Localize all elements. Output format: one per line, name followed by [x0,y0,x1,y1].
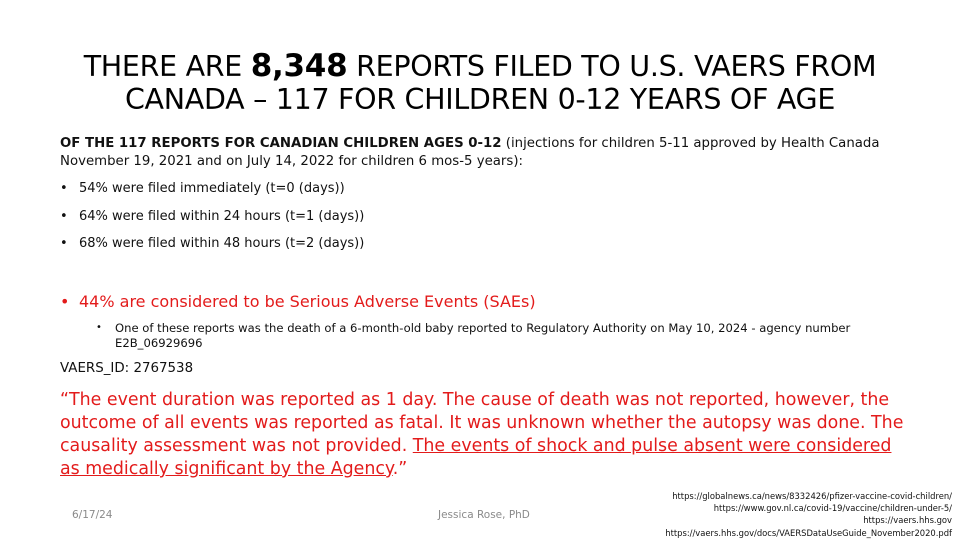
footer-date: 6/17/24 [72,509,113,521]
references [665,490,952,539]
intro-paragraph [60,135,910,170]
slide-title [40,50,920,116]
event-quote [60,389,910,481]
vaers-id: VAERS_ID: 2767538 [60,361,194,376]
reference-link[interactable]: https://vaers.hhs.gov [863,515,952,526]
stat-item: • 64% were filed within 24 hours (t=1 (days)) [60,208,860,226]
reference-link[interactable]: https://globalnews.ca/news/8332426/pfizer-vaccine-covid-children/ [672,491,952,501]
quote-plain: “The event duration was reported as 1 day. The cause of death was not reported, however, the outcome of all events was reported as fatal. It was unknown whether the autopsy was done. The causality assessment was not provided. [60,390,904,456]
stat-item: • 54% were filed immediately (t=0 (days)) [60,180,860,198]
quote-underlined: The events of shock and pulse absent were considered as medically significant by the Agency [60,436,892,479]
stats-list [60,180,860,263]
footer-author: Jessica Rose, PhD [438,509,530,521]
quote-end: .” [392,459,408,479]
stat-item: • 68% were filed within 48 hours (t=2 (days)) [60,235,860,253]
reference-link[interactable]: https://vaers.hhs.gov/docs/VAERSDataUseGuide_November2020.pdf [665,527,952,538]
title-part1: THERE ARE [83,50,251,83]
reference-link[interactable]: https://www.gov.nl.ca/covid-19/vaccine/children-under-5/ [713,503,952,514]
title-part2: REPORTS FILED TO U.S. VAERS FROM CANADA – 117 FOR CHILDREN 0-12 YEARS OF AGE [124,50,877,116]
intro-bold: OF THE 117 REPORTS FOR CANADIAN CHILDREN AGES 0-12 [60,136,502,151]
sae-bullet: • 44% are considered to be Serious Adverse Events (SAEs) [60,291,879,313]
death-report-bullet: • One of these reports was the death of a 6-month-old baby reported to Regulatory Authority on May 10, 2024 - agency number E2B_06929696 [96,321,915,350]
intro-rest: (injections for children 5-11 approved by Health Canada November 19, 2021 and on July 14, 2022 for children 6 mos-5 years): [60,136,880,169]
title-count: 8,348 [250,48,348,84]
